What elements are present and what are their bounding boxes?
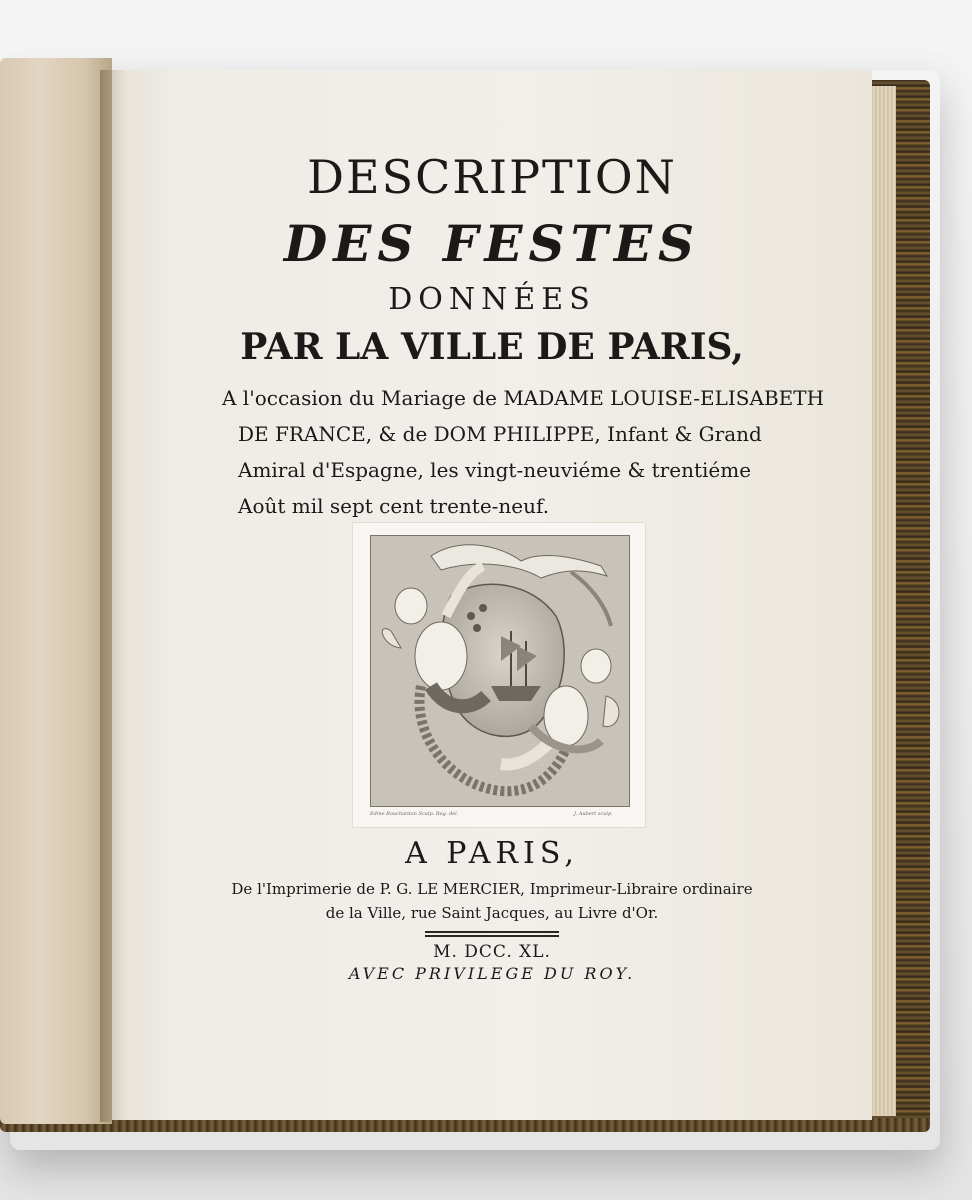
occasion-paragraph: [222, 380, 825, 524]
putti-coat-of-arms-illustration: [371, 536, 629, 806]
book-bottom-edge: [0, 1118, 930, 1132]
imprint-year: M. DCC. XL.: [433, 942, 551, 962]
double-rule-top: [425, 931, 559, 933]
occasion-line: Amiral d'Espagne, les vingt-neuviéme & trentiéme: [238, 458, 752, 482]
engraving-image: [370, 535, 630, 807]
title-line-par-la-ville: PAR LA VILLE DE PARIS,: [240, 326, 744, 368]
imprint-printer-line: De l'Imprimerie de P. G. LE MERCIER, Imprimeur-Libraire ordinaire: [231, 880, 753, 898]
title-line-donnees: DONNÉES: [388, 282, 596, 317]
engraving-caption-left: Edme Bouchardon Sculp. Reg. del.: [370, 811, 459, 817]
occasion-line: A l'occasion du Mariage de MADAME LOUISE-ELISABETH: [222, 386, 825, 410]
title-line-description: DESCRIPTION: [307, 150, 677, 204]
imprint-privilege: AVEC PRIVILEGE DU ROY.: [348, 964, 636, 983]
engraving-caption-right: J. Aubert sculp.: [574, 811, 613, 817]
imprint-printer-line: de la Ville, rue Saint Jacques, au Livre d'Or.: [325, 904, 659, 922]
occasion-line: Août mil sept cent trente-neuf.: [238, 494, 550, 518]
engraving-plate: [353, 523, 645, 827]
left-page: [0, 58, 112, 1124]
occasion-line: DE FRANCE, & de DOM PHILIPPE, Infant & Grand: [238, 422, 762, 446]
imprint-city: A PARIS,: [405, 836, 579, 871]
double-rule-bottom: [425, 935, 559, 937]
title-line-des-festes: DES FESTES: [283, 214, 701, 273]
